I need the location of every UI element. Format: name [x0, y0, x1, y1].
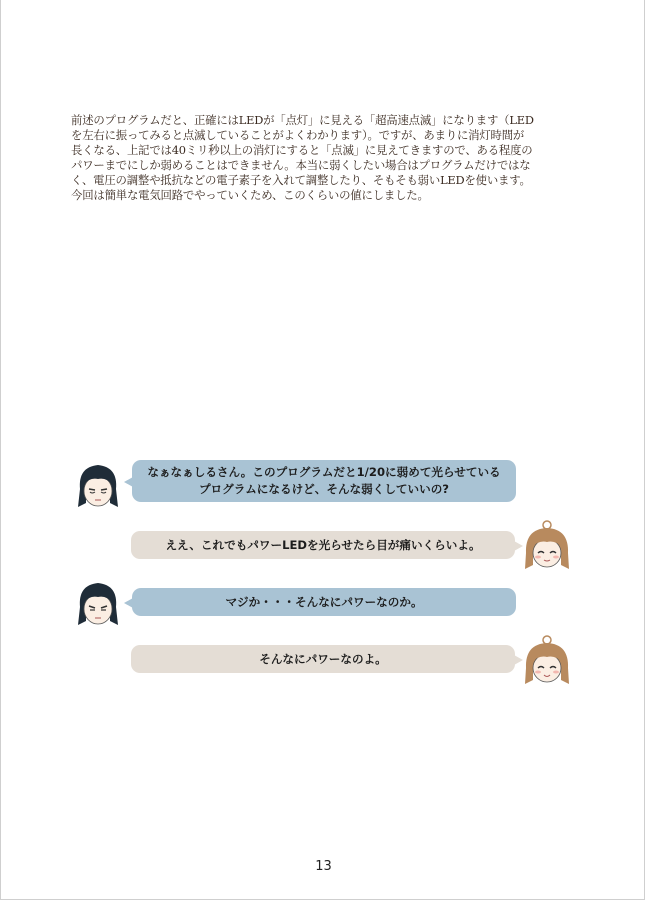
- dialogue-row-2: [1, 517, 645, 577]
- bubble-line: マジか・・・そんなにパワーなのか。: [225, 594, 423, 609]
- dialogue-row-4: [1, 632, 645, 692]
- page-number: 13: [315, 859, 332, 874]
- speech-bubble: [132, 460, 516, 502]
- brown-haired-girl-avatar: [523, 519, 571, 571]
- bubble-line: ええ、これでもパワーLEDを光らせたら目が痛いくらいよ。: [165, 537, 481, 552]
- body-paragraph: [71, 113, 581, 203]
- bubble-line: プログラムになるけど、そんな弱くしていいの?: [198, 482, 450, 496]
- bubble-line: そんなにパワーなのよ。: [259, 651, 387, 666]
- body-line: を左右に振ってみると点滅していることがよくわかります）。ですが、あまりに消灯時間が: [71, 128, 525, 142]
- dialogue-row-1: [1, 457, 645, 517]
- speech-bubble: [132, 588, 516, 616]
- body-line: く、電圧の調整や抵抗などの電子素子を入れて調整したり、そもそも弱いLEDを使います。: [71, 173, 531, 187]
- body-line: 前述のプログラムだと、正確にはLEDが「点灯」に見える「超高速点滅」になります（LED: [71, 113, 534, 127]
- speech-bubble: [131, 531, 515, 559]
- body-line: パワーまでにしか弱めることはできません。本当に弱くしたい場合はプログラムだけではな: [71, 158, 531, 172]
- body-line: 長くなる、上記では40ミリ秒以上の消灯にすると「点滅」に見えてきますので、ある程度の: [71, 143, 533, 157]
- bubble-line: なぁなぁしるさん。このプログラムだと1/20に弱めて光らせている: [147, 465, 501, 479]
- speech-bubble: [131, 645, 515, 673]
- dark-haired-girl-avatar: [74, 577, 122, 629]
- brown-haired-girl-avatar: [523, 634, 571, 686]
- dialogue-row-3: [1, 577, 645, 637]
- dark-haired-girl-avatar: [74, 459, 122, 511]
- body-line: 今回は簡単な電気回路でやっていくため、このくらいの値にしました。: [71, 188, 429, 202]
